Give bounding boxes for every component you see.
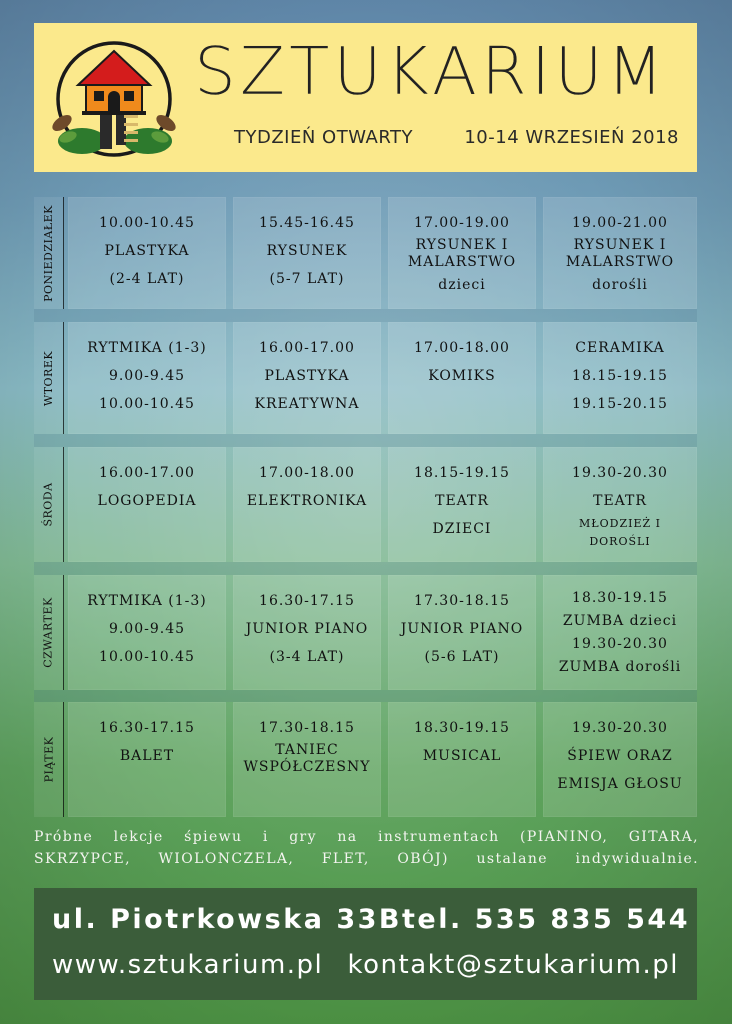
day-label-text: PONIEDZIAŁEK	[42, 204, 55, 302]
class-cell-line: EMISJA GŁOSU	[557, 776, 683, 792]
day-label-text: WTOREK	[42, 350, 56, 406]
class-cell	[388, 447, 536, 562]
class-cell-line: MUSICAL	[422, 748, 502, 764]
class-cell-line: 17.30-18.15	[414, 593, 510, 609]
class-cell-line: DZIECI	[432, 521, 492, 537]
day-row	[34, 702, 697, 817]
class-cell-line: 17.00-18.00	[414, 340, 510, 356]
class-cell-line: MŁODZIEŻ I	[579, 517, 661, 530]
class-cell-line: TEATR	[593, 493, 647, 509]
class-cell-line: KOMIKS	[428, 368, 496, 384]
brand-title: SZTUKARIUM	[194, 33, 668, 110]
class-cell-line: RYSUNEK I	[573, 237, 667, 253]
class-cell-line: 18.15-19.15	[414, 465, 510, 481]
website-link[interactable]: www.sztukarium.pl	[52, 950, 324, 980]
class-cell-line: (5-7 LAT)	[269, 271, 345, 287]
class-cell-line: 18.30-19.15	[414, 720, 510, 736]
class-cell-line: JUNIOR PIANO	[245, 621, 369, 637]
class-cell-line: 18.15-19.15	[572, 368, 668, 384]
day-label	[34, 702, 64, 817]
info-note-line: Próbne lekcje śpiewu i gry na instrumentach (PIANINO, GITARA,	[34, 829, 699, 845]
class-cell	[388, 575, 536, 690]
class-cell-line: 19.00-21.00	[572, 215, 668, 231]
class-cell-line: LOGOPEDIA	[97, 493, 197, 509]
class-cell-line: ZUMBA dorośli	[558, 659, 682, 675]
class-cell	[68, 322, 226, 434]
day-label-text: ŚRODA	[42, 482, 56, 527]
class-cell-line: MALARSTWO	[407, 254, 517, 270]
class-cell-line: 15.45-16.45	[259, 215, 355, 231]
class-cell-line: ŚPIEW ORAZ	[567, 748, 673, 764]
day-row	[34, 447, 697, 562]
class-cell	[543, 197, 697, 309]
class-cell-line: ELEKTRONIKA	[246, 493, 368, 509]
class-cell-line: 19.30-20.30	[572, 465, 668, 481]
treehouse-logo	[48, 37, 180, 161]
class-cell-line: 10.00-10.45	[99, 396, 195, 412]
class-cell	[388, 702, 536, 817]
phone[interactable]: tel. 535 835 544	[401, 904, 690, 935]
class-cell-line: 10.00-10.45	[99, 215, 195, 231]
class-cell-line: 19.30-20.30	[572, 636, 668, 652]
class-cell-line: 18.30-19.15	[572, 590, 668, 606]
info-note-line: SKRZYPCE, WIOLONCZELA, FLET, OBÓJ) ustalane indywidualnie.	[34, 851, 699, 867]
class-cell	[68, 702, 226, 817]
class-cell-line: PLASTYKA	[104, 243, 190, 259]
class-cell	[233, 322, 381, 434]
day-label	[34, 575, 64, 690]
class-cell-line: ZUMBA dzieci	[562, 613, 678, 629]
class-cell	[388, 197, 536, 309]
class-cell-line: (5-6 LAT)	[424, 649, 500, 665]
day-label	[34, 322, 64, 434]
class-cell-line: TEATR	[435, 493, 489, 509]
class-cell-line: 9.00-9.45	[108, 621, 186, 637]
class-cell-line: WSPÓŁCZESNY	[243, 759, 371, 775]
class-cell	[68, 575, 226, 690]
email-link[interactable]: kontakt@sztukarium.pl	[347, 950, 679, 980]
class-cell	[388, 322, 536, 434]
class-cell-line: RYSUNEK I	[415, 237, 509, 253]
class-cell-line: CERAMIKA	[575, 340, 665, 356]
class-cell-line: KREATYWNA	[254, 396, 360, 412]
row-separator	[34, 690, 697, 702]
day-label	[34, 447, 64, 562]
day-row	[34, 322, 697, 434]
class-cell-line: (2-4 LAT)	[109, 271, 185, 287]
class-cell-line: RYSUNEK	[266, 243, 348, 259]
class-cell-line: 10.00-10.45	[99, 649, 195, 665]
class-cell-line: 19.30-20.30	[572, 720, 668, 736]
class-cell-line: 16.00-17.00	[99, 465, 195, 481]
info-note	[34, 826, 699, 870]
event-name: TYDZIEŃ OTWARTY	[234, 127, 414, 148]
class-cell	[233, 702, 381, 817]
row-separator	[34, 434, 697, 447]
class-cell-line: PLASTYKA	[264, 368, 350, 384]
class-cell-line: 19.15-20.15	[572, 396, 668, 412]
class-cell	[233, 575, 381, 690]
class-cell-line: RYTMIKA (1-3)	[87, 340, 207, 356]
contact-footer	[34, 888, 697, 1000]
class-cell-line: 9.00-9.45	[108, 368, 186, 384]
row-separator	[34, 562, 697, 575]
day-row	[34, 197, 697, 309]
class-cell	[68, 447, 226, 562]
class-cell	[68, 197, 226, 309]
class-cell	[543, 322, 697, 434]
class-cell	[543, 447, 697, 562]
event-subtitle	[234, 127, 679, 148]
class-cell-line: 16.00-17.00	[259, 340, 355, 356]
class-cell	[233, 197, 381, 309]
class-cell-line: 16.30-17.15	[99, 720, 195, 736]
class-cell-line: MALARSTWO	[565, 254, 675, 270]
event-dates: 10-14 WRZESIEŃ 2018	[464, 127, 679, 148]
address: ul. Piotrkowska 33B	[52, 904, 402, 935]
class-cell-line: JUNIOR PIANO	[400, 621, 524, 637]
day-label-text: PIĄTEK	[42, 736, 55, 783]
class-cell-line: 17.00-18.00	[259, 465, 355, 481]
class-cell-line: dzieci	[438, 277, 486, 293]
class-cell-line: DOROŚLI	[589, 535, 651, 548]
header-banner	[34, 23, 697, 172]
class-cell-line: BALET	[119, 748, 175, 764]
class-cell	[543, 575, 697, 690]
class-cell-line: TANIEC	[275, 742, 339, 758]
day-label	[34, 197, 64, 309]
class-cell-line: 17.30-18.15	[259, 720, 355, 736]
day-label-text: CZWARTEK	[42, 597, 55, 668]
class-cell	[543, 702, 697, 817]
class-cell-line: RYTMIKA (1-3)	[87, 593, 207, 609]
class-cell-line: dorośli	[592, 277, 648, 293]
class-cell-line: 17.00-19.00	[414, 215, 510, 231]
class-cell-line: 16.30-17.15	[259, 593, 355, 609]
row-separator	[34, 309, 697, 322]
class-cell-line: (3-4 LAT)	[269, 649, 345, 665]
day-row	[34, 575, 697, 690]
class-cell	[233, 447, 381, 562]
